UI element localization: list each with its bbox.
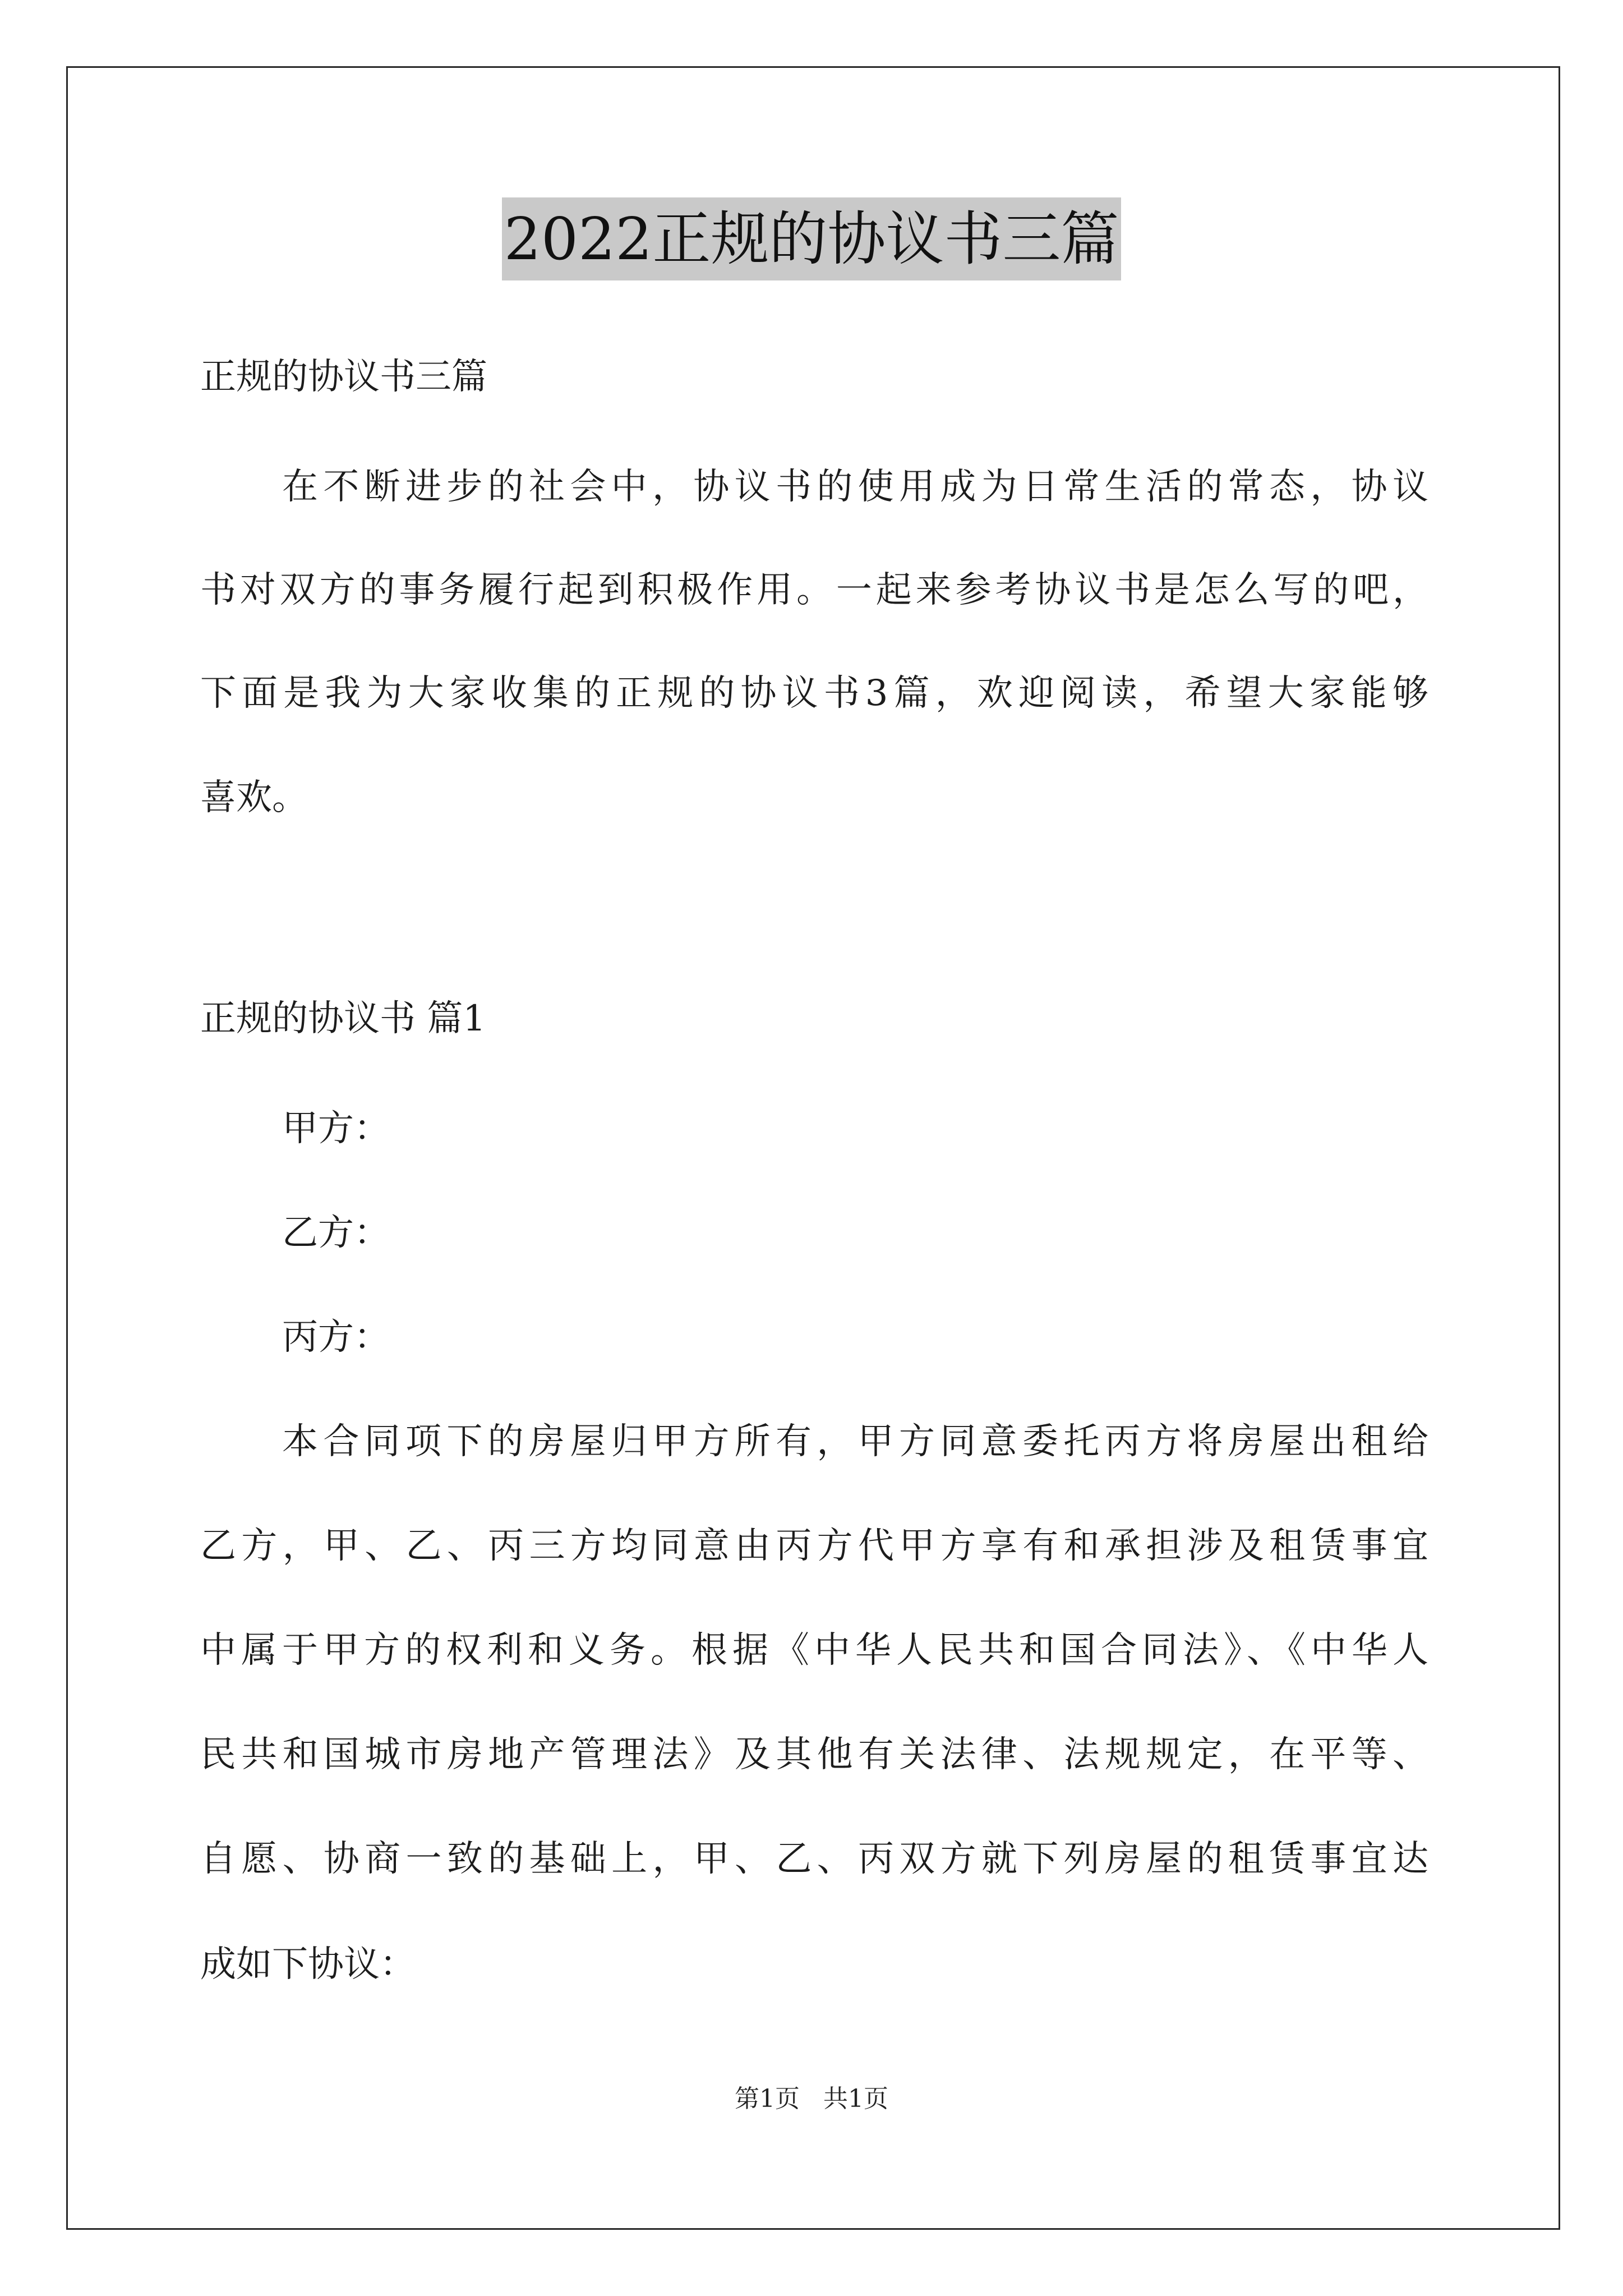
body-line-3: 中属于甲方的权利和义务。根据《中华人民共和国合同法》、《中华人 <box>200 1630 1428 1671</box>
page-footer: 第1页 共1页 <box>735 2085 888 2113</box>
body-line-5: 自愿、协商一致的基础上，甲、乙、丙双方就下列房屋的租赁事宜达 <box>200 1838 1428 1880</box>
intro-line-2: 书对双方的事务履行起到积极作用。一起来参考协议书是怎么写的吧， <box>200 569 1428 611</box>
body-line-2: 乙方，甲、乙、丙三方均同意由丙方代甲方享有和承担涉及租赁事宜 <box>200 1525 1428 1567</box>
section-heading: 正规的协议书 篇1 <box>200 998 486 1039</box>
intro-line-3: 下面是我为大家收集的正规的协议书3篇，欢迎阅读，希望大家能够 <box>200 673 1428 714</box>
intro-line-4: 喜欢。 <box>200 777 308 818</box>
party-b-label: 乙方： <box>282 1212 390 1254</box>
title-container <box>0 197 1623 280</box>
body-line-4: 民共和国城市房地产管理法》及其他有关法律、法规规定，在平等、 <box>200 1734 1428 1775</box>
document-subtitle: 正规的协议书三篇 <box>200 356 487 398</box>
party-a-label: 甲方： <box>282 1108 390 1149</box>
body-line-6: 成如下协议： <box>200 1944 416 1985</box>
party-c-label: 丙方： <box>282 1317 390 1358</box>
document-title: 2022正规的协议书三篇 <box>502 197 1122 280</box>
intro-line-1: 在不断进步的社会中，协议书的使用成为日常生活的常态，协议 <box>282 466 1428 508</box>
body-line-1: 本合同项下的房屋归甲方所有，甲方同意委托丙方将房屋出租给 <box>282 1421 1428 1462</box>
